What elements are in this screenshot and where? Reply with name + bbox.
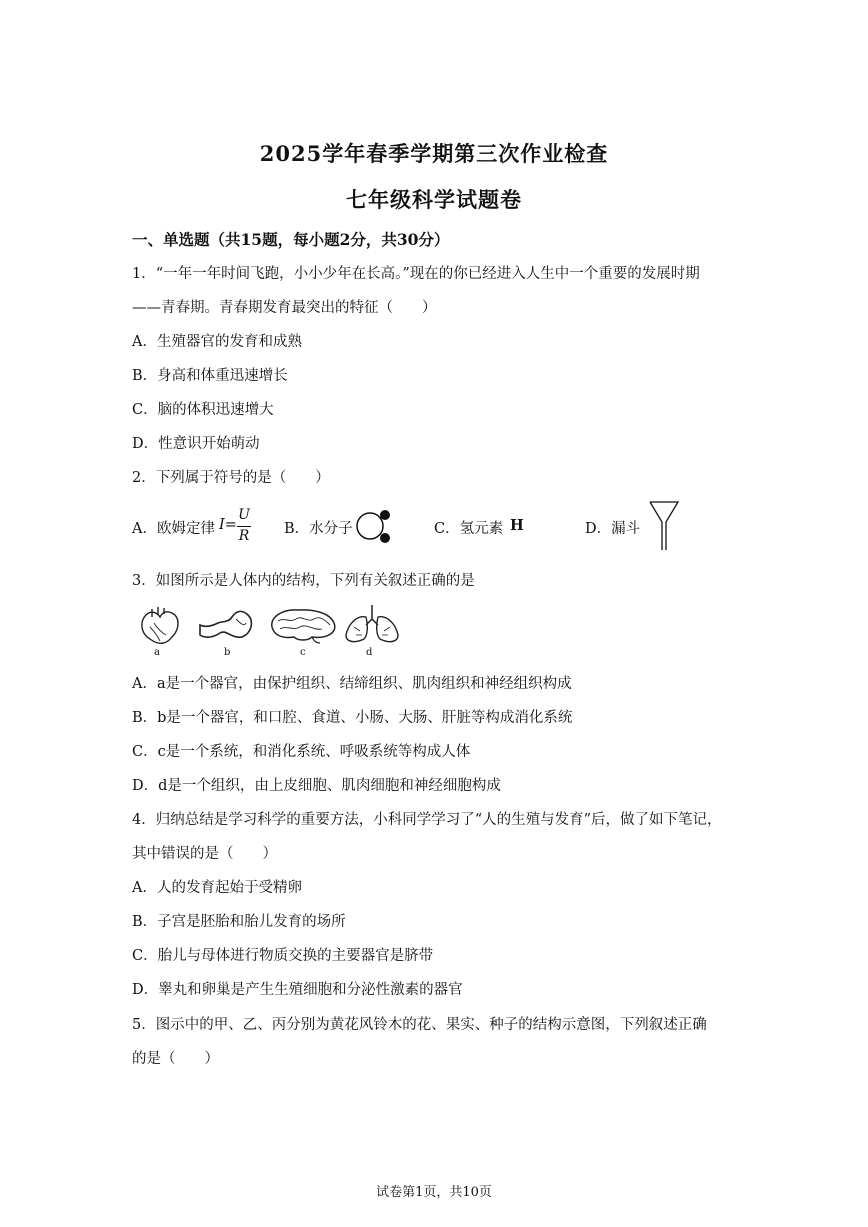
q4-stem-line1: 4．归纳总结是学习科学的重要方法，小科同学学习了“人的生殖与发育”后，做了如下笔记，: [132, 812, 722, 828]
q3-figure: [132, 603, 412, 661]
q1-option-d: D．性意识开始萌动: [132, 436, 260, 452]
fraction-bar: [237, 526, 251, 527]
q1-option-c: C．脑的体积迅速增大: [132, 402, 274, 418]
lungs-icon: [342, 603, 402, 647]
q4-option-b: B．子宫是胚胎和胎儿发育的场所: [132, 914, 346, 930]
q4-option-d: D．睾丸和卵巢是产生生殖细胞和分泌性激素的器官: [132, 982, 463, 998]
q2-formula-lhs: I=: [219, 517, 237, 533]
exam-subtitle: 七年级科学试题卷: [346, 187, 522, 212]
figure-label-b: b: [224, 647, 231, 658]
q1-option-a: A．生殖器官的发育和成熟: [132, 334, 302, 350]
q2-options: [132, 507, 692, 559]
q5-stem-line1: 5．图示中的甲、乙、丙分别为黄花风铃木的花、果实、种子的结构示意图，下列叙述正确: [132, 1017, 707, 1033]
q2-option-c-label: C．氢元素: [434, 521, 504, 537]
q3-option-a: A．a是一个器官，由保护组织、结缔组织、肌肉组织和神经组织构成: [132, 676, 572, 692]
funnel-icon: [648, 500, 680, 552]
q3-stem: 3．如图所示是人体内的结构，下列有关叙述正确的是: [132, 573, 475, 589]
q2-option-d-label: D．漏斗: [585, 521, 641, 537]
stomach-icon: [196, 609, 256, 645]
exam-title: 2025学年春季学期第三次作业检查: [259, 141, 609, 166]
heart-icon: [136, 605, 184, 647]
figure-label-a: a: [154, 647, 160, 658]
q2-formula-numerator: U: [238, 507, 250, 523]
q1-option-b: B．身高和体重迅速增长: [132, 368, 288, 384]
q3-option-d: D．d是一个组织，由上皮细胞、肌肉细胞和神经细胞构成: [132, 778, 501, 794]
brain-icon: [268, 607, 340, 643]
q2-formula-denominator: R: [238, 528, 250, 544]
figure-label-d: d: [366, 647, 373, 658]
water-molecule-icon: [354, 507, 394, 547]
q2-stem: 2．下列属于符号的是（ ）: [132, 470, 330, 486]
figure-label-c: c: [300, 647, 306, 658]
q4-stem-line2: 其中错误的是（ ）: [132, 846, 277, 862]
q4-option-a: A．人的发育起始于受精卵: [132, 880, 302, 896]
q5-stem-line2: 的是（ ）: [132, 1051, 219, 1067]
q2-option-a-label: A．欧姆定律: [132, 521, 215, 537]
page-footer: 试卷第1页，共10页: [376, 1185, 492, 1200]
q1-stem-line1: 1．“一年一年时间飞跑，小小少年在长高。”现在的你已经进入人生中一个重要的发展时期: [132, 266, 700, 282]
q2-option-b-label: B．水分子: [284, 521, 353, 537]
q2-hydrogen-symbol: H: [510, 517, 524, 534]
q3-option-b: B．b是一个器官，和口腔、食道、小肠、大肠、肝脏等构成消化系统: [132, 710, 573, 726]
q3-option-c: C．c是一个系统，和消化系统、呼吸系统等构成人体: [132, 744, 471, 760]
q1-stem-line2: ——青春期。青春期发育最突出的特征（ ）: [132, 300, 437, 316]
q4-option-c: C．胎儿与母体进行物质交换的主要器官是脐带: [132, 948, 434, 964]
section-heading: 一、单选题（共15题，每小题2分，共30分）: [132, 230, 450, 249]
